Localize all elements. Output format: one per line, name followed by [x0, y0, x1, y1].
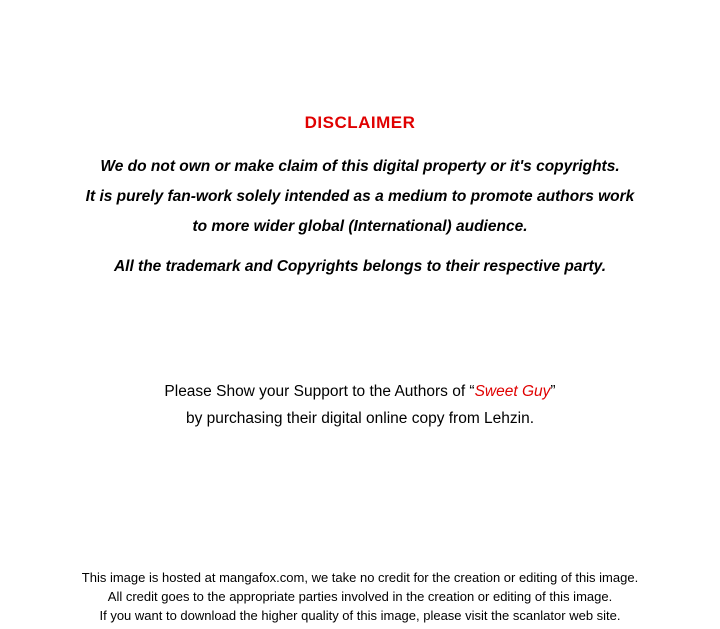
disclaimer-line-1: We do not own or make claim of this digital property or it's copyrights.	[100, 158, 620, 175]
footer-line-2: All credit goes to the appropriate parties involved in the creation or editing of this image.	[107, 589, 613, 604]
support-message	[0, 378, 720, 432]
support-line-1-suffix: ”	[550, 383, 556, 400]
support-line-2: by purchasing their digital online copy from Lehzin.	[185, 410, 535, 427]
support-line-1-prefix: Please Show your Support to the Authors of “	[164, 383, 475, 400]
disclaimer-body	[0, 152, 720, 242]
hosting-footer	[0, 568, 720, 625]
disclaimer-line-3: to more wider global (International) audience.	[192, 218, 528, 235]
footer-line-3: If you want to download the higher quality of this image, please visit the scanlator web site.	[99, 608, 621, 623]
work-title: Sweet Guy	[474, 383, 551, 400]
disclaimer-heading: DISCLAIMER	[304, 113, 416, 132]
trademark-notice: All the trademark and Copyrights belongs to their respective party.	[113, 258, 607, 275]
disclaimer-line-2: It is purely fan-work solely intended as a medium to promote authors work	[85, 188, 635, 205]
support-line-1	[0, 378, 720, 405]
footer-line-1: This image is hosted at mangafox.com, we take no credit for the creation or editing of this image.	[81, 570, 639, 585]
